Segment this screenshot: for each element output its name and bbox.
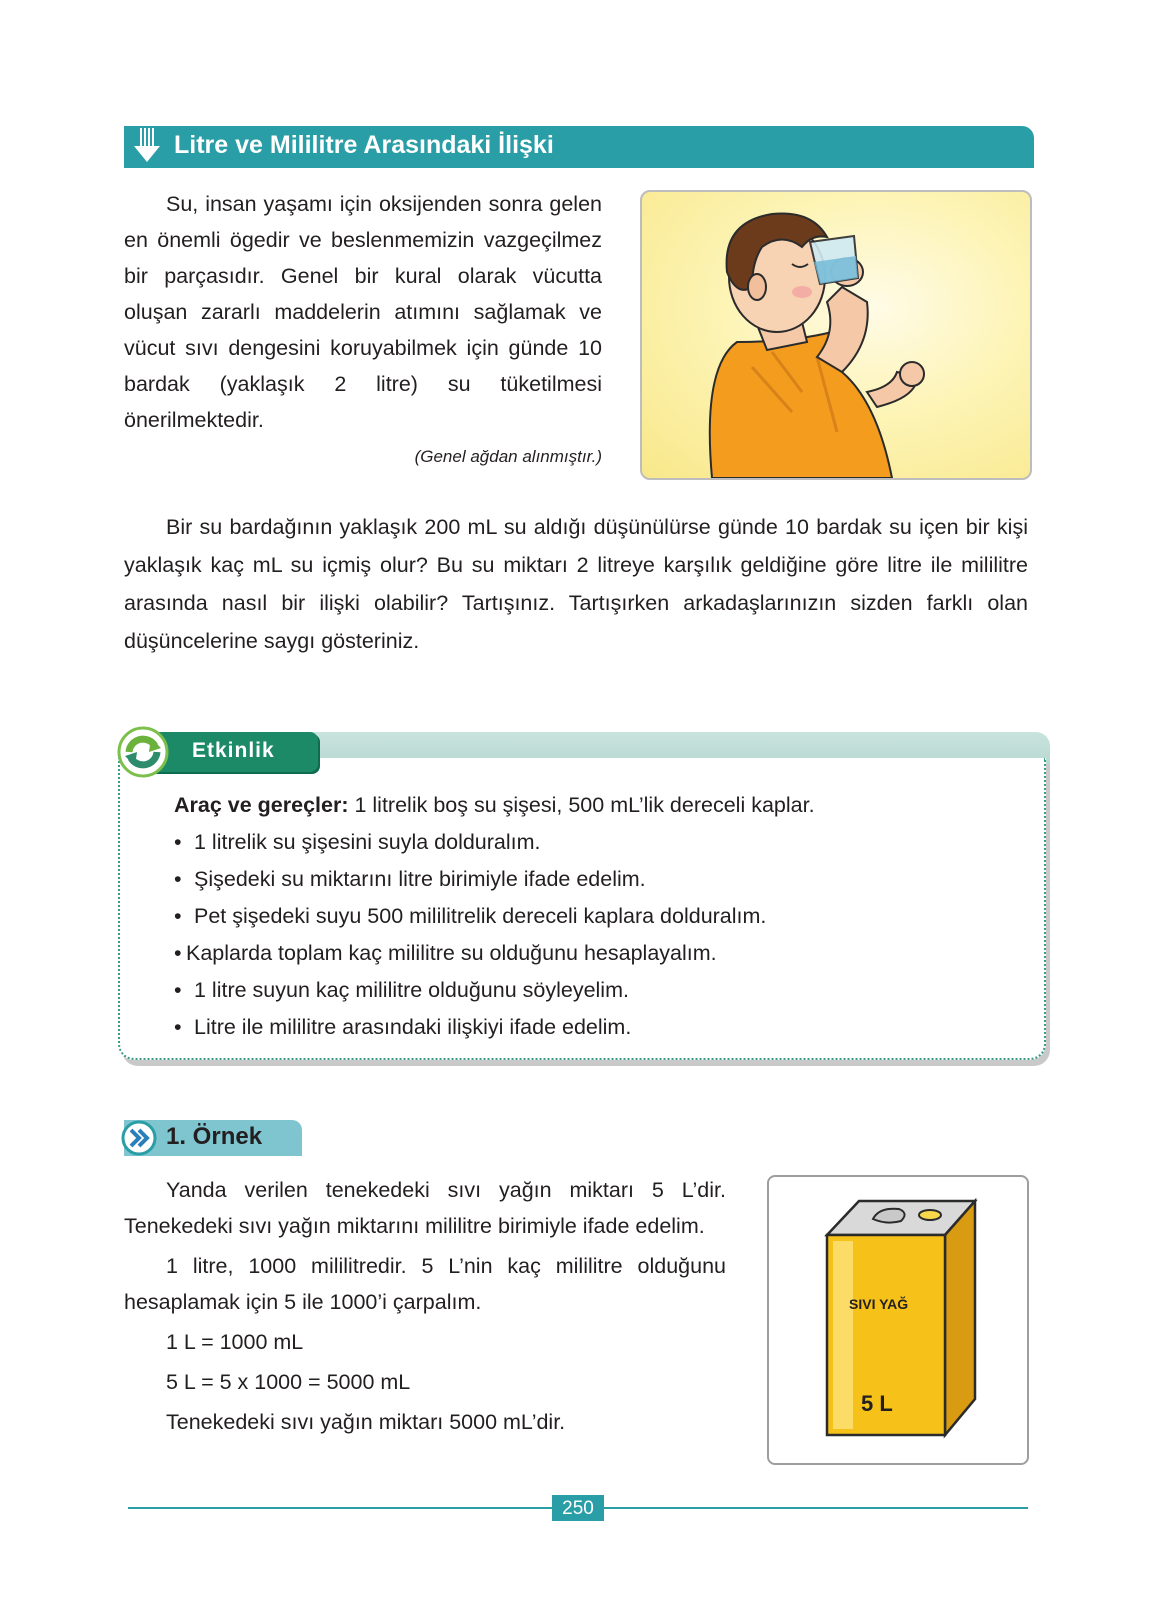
activity-step [174,867,646,892]
intro-source: (Genel ağdan alınmıştır.) [414,447,602,466]
page-number-box [552,1495,604,1521]
can-label: SIVI YAĞ [849,1296,909,1312]
step-text: Litre ile mililitre arasındaki ilişkiyi ifade edelim. [194,1015,632,1039]
can-volume: 5 L [861,1391,893,1416]
intro-paragraph [124,186,602,438]
double-chevron-icon [121,1120,157,1156]
activity-step [174,904,766,929]
down-arrow-icon [130,128,162,166]
boy-drinking-water-image [640,190,1032,480]
materials-text: 1 litrelik boş su şişesi, 500 mL’lik dereceli kaplar. [348,793,815,817]
step-text: 1 litrelik su şişesini suyla dolduralım. [194,830,541,854]
bullet: • [174,867,182,891]
example-title: 1. Örnek [166,1123,263,1150]
example-paragraph-2: 1 litre, 1000 mililitredir. 5 L’nin kaç mililitre olduğunu hesaplamak için 5 ile 1000’i çarpalım. [124,1254,726,1314]
oil-can-image [767,1175,1029,1465]
activity-step [174,1015,631,1040]
boy-drinking-illustration [642,192,1030,478]
equation-1: 1 L = 1000 mL [166,1330,304,1354]
page-number: 250 [562,1498,594,1519]
bullet: • [174,1015,182,1039]
equation-2: 5 L = 5 x 1000 = 5000 mL [166,1370,411,1394]
step-text: 1 litre suyun kaç mililitre olduğunu söyleyelim. [194,978,629,1002]
activity-step [174,830,541,855]
example-paragraph-1: Yanda verilen tenekedeki sıvı yağın miktarı 5 L’dir. Tenekedeki sıvı yağın miktarını mililitre birimiyle ifade edelim. [124,1178,726,1238]
example-body [124,1172,726,1440]
bullet: • [174,941,182,965]
recycle-arrows-icon [117,726,169,778]
question-text: Bir su bardağının yaklaşık 200 mL su aldığı düşünülürse günde 10 bardak su içen bir kişi yaklaşık kaç mL su içmiş olur? Bu su miktarı 2 litreye karşılık geldiğine göre litre ile mililitre arasında nasıl bir ilişki olabilir? Tartışınız. Tartışırken arkadaşlarınızın sizden farklı olan düşüncelerine saygı gösteriniz. [124,515,1028,653]
activity-step [174,978,629,1003]
question-paragraph [124,508,1028,660]
materials-label: Araç ve gereçler: [174,793,349,817]
section-header [124,126,1034,168]
step-text: Kaplarda toplam kaç mililitre su olduğunu hesaplayalım. [186,941,717,965]
intro-text: Su, insan yaşamı için oksijenden sonra gelen en önemli ögedir ve beslenmemizin vazgeçilmez bir parçasıdır. Genel bir kural olarak vücutta oluşan zararlı maddelerin atımını sağlamak ve vücut sıvı dengesini koruyabilmek için günde 10 bardak (yaklaşık 2 litre) su tüketilmesi önerilmektedir. [124,192,602,432]
bullet: • [174,978,182,1002]
example-result: Tenekedeki sıvı yağın miktarı 5000 mL’dir. [166,1410,566,1434]
materials-line [174,793,815,818]
section-title: Litre ve Mililitre Arasındaki İlişki [174,131,554,159]
oil-can-illustration [769,1177,1027,1463]
activity-label: Etkinlik [192,739,275,762]
activity-step [174,941,717,966]
step-text: Şişedeki su miktarını litre birimiyle ifade edelim. [194,867,646,891]
bullet: • [174,904,182,928]
bullet: • [174,830,182,854]
step-text: Pet şişedeki suyu 500 mililitrelik dereceli kaplara dolduralım. [194,904,767,928]
